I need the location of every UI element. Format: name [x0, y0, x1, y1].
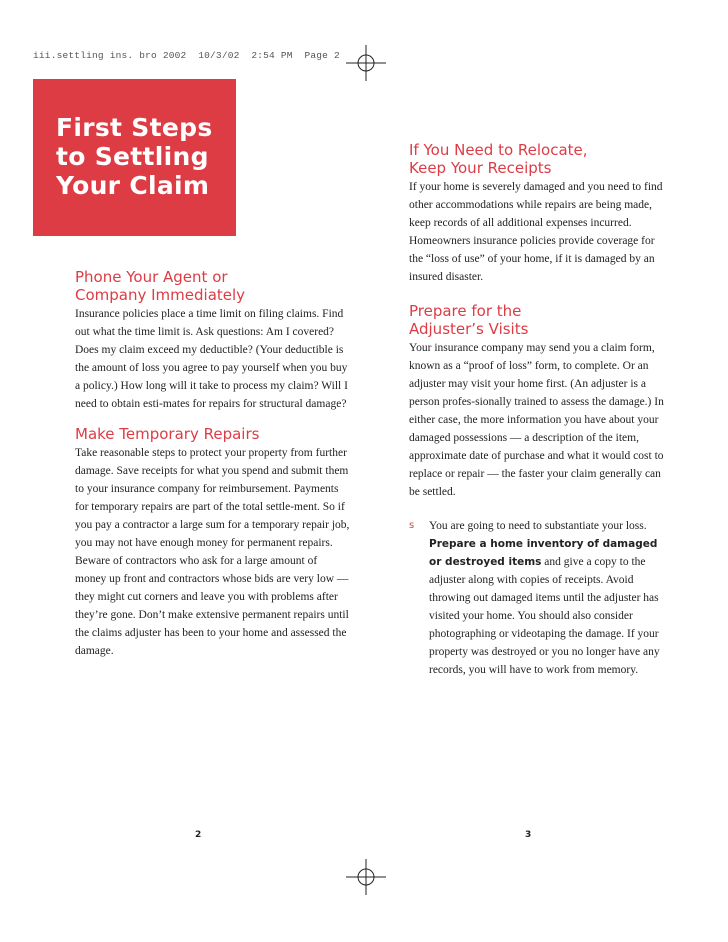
bullet-text: You are going to need to substantiate your loss.: [429, 520, 647, 532]
heading-line: Company Immediately: [75, 286, 246, 304]
print-slug: iii.settling ins. bro 2002 10/3/02 2:54 PM Page 2: [33, 50, 340, 61]
crosshair-icon: [346, 43, 386, 83]
heading-line: If You Need to Relocate,: [409, 141, 588, 159]
heading-line: Adjuster’s Visits: [409, 320, 529, 338]
heading-line: Prepare for the: [409, 302, 522, 320]
section-body-temporary-repairs: Take reasonable steps to protect your property from further damage. Save receipts for what you spend and submit them to your insurance company for reimbursement. Payments for temporary repairs are part of the total settle-ment. So if you pay a contractor a large sum for a temporary repair job, you may not have enough money for permanent repairs. Beware of contractors who ask for a large amount of money up front and contractors whose bids are very low — they might cut corners and leave you with problems after they’re gone. Don’t make extensive permanent repairs until the claims adjuster has been to your home and assessed the damage.: [75, 447, 350, 657]
section-heading-phone-agent: [75, 268, 350, 304]
section-heading-temporary-repairs: [75, 425, 350, 443]
section-body-relocate: If your home is severely damaged and you need to find other accommodations while repairs are being made, keep records of all additional expenses incurred. Homeowners insurance policies provide coverage for the “loss of use” of your home, if it is damaged by an insured disaster.: [409, 181, 663, 283]
heading-line: Make Temporary Repairs: [75, 425, 260, 443]
heading-line: Phone Your Agent or: [75, 268, 228, 286]
registration-mark-top: [346, 43, 386, 83]
title-line: Your Claim: [56, 171, 210, 200]
right-column: [409, 141, 664, 679]
page-title: [56, 113, 213, 200]
bullet-item: [409, 517, 664, 679]
bullet-text: and give a copy to the adjuster along with copies of receipts. Avoid throwing out damaged items until the adjuster has visited your home. You should also consider photographing or videotaping the damage. If your property was destroyed or you no longer have any records, you will have to work from memory.: [429, 556, 660, 676]
heading-line: Keep Your Receipts: [409, 159, 552, 177]
page-number-left: 2: [195, 830, 202, 840]
bullet-bold-text: Prepare a home inventory of damaged or destroyed items: [429, 538, 658, 568]
bullet-icon: s: [409, 520, 415, 531]
crosshair-icon: [346, 857, 386, 897]
title-line: to Settling: [56, 142, 209, 171]
section-heading-relocate: [409, 141, 664, 177]
title-line: First Steps: [56, 113, 213, 142]
section-heading-adjuster-visits: [409, 302, 664, 338]
registration-mark-bottom: [346, 857, 386, 897]
section-body-phone-agent: Insurance policies place a time limit on filing claims. Find out what the time limit is. Ask questions: Am I covered? Does my claim exceed my deductible? (Your deductible is the amount of loss you agree to pay yourself when you buy a policy.) How long will it take to process my claim? Will I need to obtain esti-mates for repairs for structural damage?: [75, 308, 348, 410]
left-column: [75, 268, 350, 660]
page-number-right: 3: [525, 830, 532, 840]
section-body-adjuster-visits: Your insurance company may send you a claim form, known as a “proof of loss” form, to complete. Or an adjuster may visit your home first. (An adjuster is a person profes-sionally trained to assess the damage.) In either case, the more information you have about your damaged possessions — a description of the item, approximate date of purchase and what it would cost to replace or repair — the faster your claim generally can be settled.: [409, 342, 664, 498]
